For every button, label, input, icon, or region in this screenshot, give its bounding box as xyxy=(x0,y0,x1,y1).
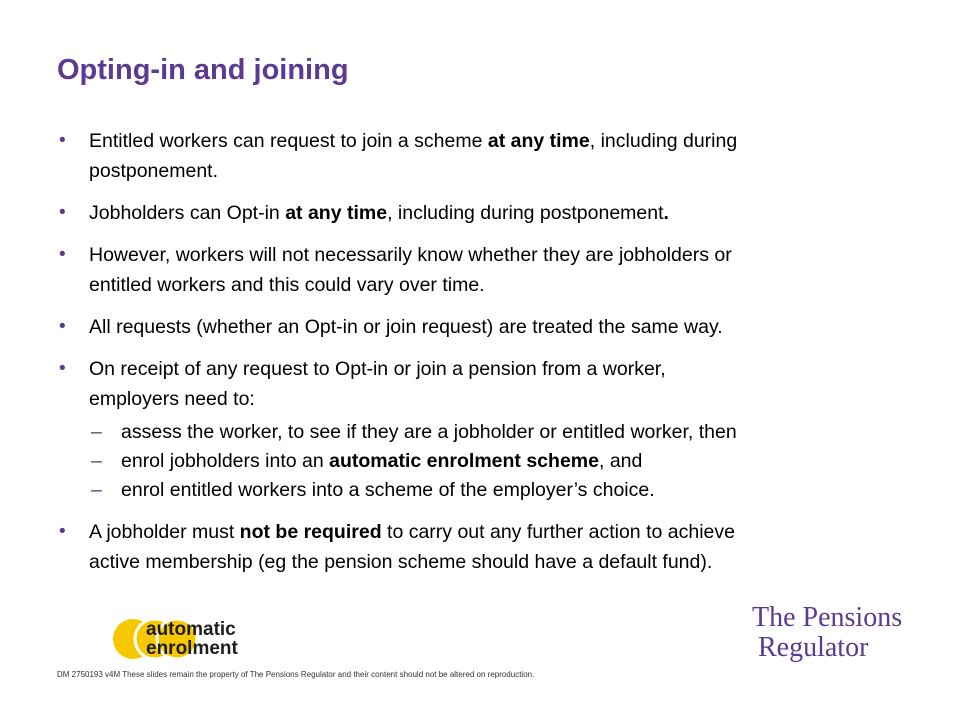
bullet-text: On receipt of any request to Opt-in or join a pension from a worker, xyxy=(89,358,666,380)
bullet-item xyxy=(57,517,897,577)
bullet-item xyxy=(57,354,897,414)
bullet-icon: • xyxy=(59,202,66,223)
logo-text: Regulator xyxy=(758,632,869,663)
bullet-icon: • xyxy=(59,316,66,337)
bullet-item xyxy=(57,126,897,186)
bullet-icon: • xyxy=(59,521,66,542)
bullet-item xyxy=(57,312,897,342)
bullet-icon: • xyxy=(59,358,66,379)
sub-bullet-text: , and xyxy=(598,450,643,472)
bullet-text: entitled workers and this could vary over time. xyxy=(89,274,485,296)
bullet-emphasis: not be required xyxy=(239,521,382,543)
bullet-text: active membership (eg the pension scheme should have a default fund). xyxy=(89,551,713,573)
sub-bullet-text: enrol jobholders into an xyxy=(121,450,330,472)
sub-bullet-item xyxy=(57,447,897,476)
dash-icon: – xyxy=(91,450,102,472)
bullet-emphasis: . xyxy=(663,202,669,224)
bullet-text: postponement. xyxy=(89,160,219,182)
bullet-text: Jobholders can Opt-in xyxy=(89,202,286,224)
sub-bullet-list xyxy=(57,418,897,505)
bullet-text: A jobholder must xyxy=(89,521,240,543)
bullet-text: However, workers will not necessarily know whether they are jobholders or xyxy=(89,244,732,266)
bullet-text: to carry out any further action to achieve xyxy=(381,521,735,543)
bullet-icon: • xyxy=(59,130,66,151)
sub-bullet-item xyxy=(57,476,897,505)
pensions-regulator-logo xyxy=(752,603,902,663)
bullet-item xyxy=(57,198,897,228)
bullet-icon: • xyxy=(59,244,66,265)
bullet-text: Entitled workers can request to join a scheme xyxy=(89,130,488,152)
dash-icon: – xyxy=(91,421,102,443)
logo-text: enrolment xyxy=(146,638,238,659)
bullet-text: , including during postponement xyxy=(387,202,664,224)
logo-text: The Pensions xyxy=(752,602,903,633)
bullet-item xyxy=(57,240,897,300)
slide-content xyxy=(57,126,897,589)
bullet-emphasis: at any time xyxy=(487,130,590,152)
dash-icon: – xyxy=(91,479,102,501)
footer-disclaimer: DM 2750193 v4M These slides remain the property of The Pensions Regulator and their content should not be altered on reproduction. xyxy=(57,670,535,679)
sub-bullet-text: assess the worker, to see if they are a jobholder or entitled worker, then xyxy=(121,421,737,443)
sub-bullet-item xyxy=(57,418,897,447)
automatic-enrolment-wordmark xyxy=(146,620,238,658)
slide-title: Opting-in and joining xyxy=(57,54,349,86)
bullet-text: All requests (whether an Opt-in or join request) are treated the same way. xyxy=(89,316,723,338)
bullet-emphasis: at any time xyxy=(285,202,388,224)
logo-text: automatic xyxy=(146,619,236,640)
bullet-text: employers need to: xyxy=(89,388,255,410)
bullet-text: , including during xyxy=(589,130,738,152)
sub-bullet-text: enrol entitled workers into a scheme of the employer’s choice. xyxy=(121,479,655,501)
sub-bullet-emphasis: automatic enrolment scheme xyxy=(329,450,599,472)
